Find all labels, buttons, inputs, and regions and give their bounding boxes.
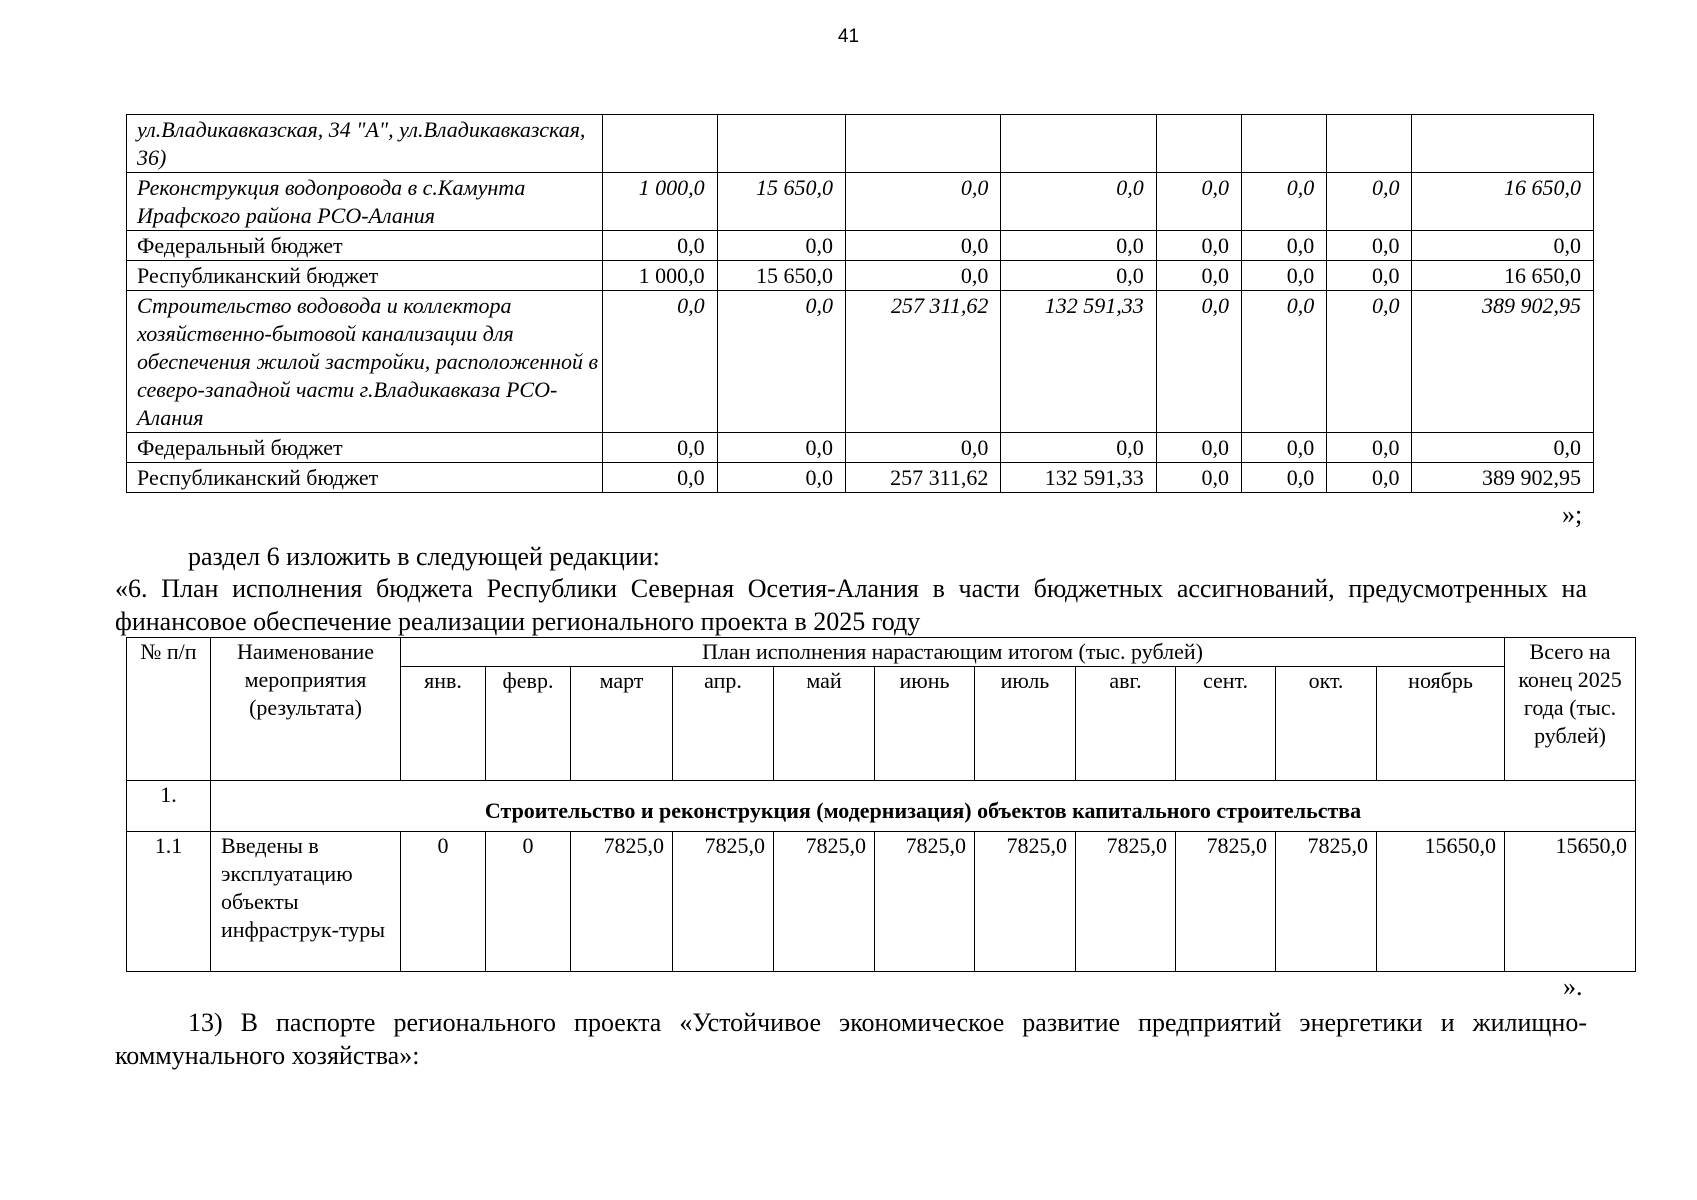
- budget-plan-table: [126, 637, 1636, 972]
- closing-quote: »;: [1562, 500, 1583, 529]
- row-label: Республиканский бюджет: [127, 463, 603, 493]
- value-cell: 0,0: [603, 463, 717, 493]
- row-label: ул.Владикавказская, 34 "А", ул.Владикавказская, 36): [127, 115, 603, 173]
- month-header: февр.: [486, 667, 571, 781]
- section-title: «6. План исполнения бюджета Республики Северная Осетия-Алания в части бюджетных ассигнований, предусмотренных на финансовое обеспечение реализации регионального проекта в 2025 году: [115, 574, 1587, 636]
- month-header: ноябрь: [1377, 667, 1505, 781]
- value-cell: 0,0: [845, 231, 1000, 261]
- value-cell: 0,0: [1156, 463, 1241, 493]
- section-num: 1.: [127, 781, 211, 832]
- month-value: 15650,0: [1377, 832, 1505, 972]
- month-header: окт.: [1276, 667, 1377, 781]
- closing-quote-2: ».: [1563, 972, 1583, 1001]
- value-cell: 0,0: [1242, 291, 1327, 433]
- value-cell: 0,0: [717, 463, 845, 493]
- value-cell: 0,0: [717, 433, 845, 463]
- month-value: 7825,0: [875, 832, 975, 972]
- month-value: 7825,0: [673, 832, 774, 972]
- month-header: май: [774, 667, 875, 781]
- value-cell: 0,0: [603, 231, 717, 261]
- value-cell: [1242, 115, 1327, 173]
- value-cell: [1412, 115, 1594, 173]
- value-cell: 0,0: [1327, 433, 1412, 463]
- value-cell: [1327, 115, 1412, 173]
- row-label: Федеральный бюджет: [127, 231, 603, 261]
- value-cell: [1001, 115, 1156, 173]
- value-cell: 0,0: [845, 173, 1000, 231]
- value-cell: 0,0: [1156, 433, 1241, 463]
- value-cell: 0,0: [1412, 433, 1594, 463]
- row-label: Строительство водовода и коллектора хозяйственно-бытовой канализации для обеспечения жилой застройки, расположенной в северо-западной части г.Владикавказа РСО-Алания: [127, 291, 603, 433]
- month-value: 0: [486, 832, 571, 972]
- value-cell: 16 650,0: [1412, 173, 1594, 231]
- value-cell: 132 591,33: [1001, 291, 1156, 433]
- value-cell: 15 650,0: [717, 173, 845, 231]
- month-value: 0: [401, 832, 486, 972]
- month-header: янв.: [401, 667, 486, 781]
- value-cell: 0,0: [845, 261, 1000, 291]
- header-num: № п/п: [127, 638, 211, 781]
- month-header: сент.: [1176, 667, 1276, 781]
- value-cell: 0,0: [1327, 231, 1412, 261]
- value-cell: 257 311,62: [845, 463, 1000, 493]
- value-cell: 0,0: [1242, 231, 1327, 261]
- section-intro: раздел 6 изложить в следующей редакции:: [188, 542, 660, 571]
- value-cell: 0,0: [1327, 173, 1412, 231]
- value-cell: 0,0: [845, 433, 1000, 463]
- value-cell: 0,0: [1412, 231, 1594, 261]
- month-value: 7825,0: [774, 832, 875, 972]
- value-cell: 0,0: [1242, 463, 1327, 493]
- value-cell: 0,0: [717, 291, 845, 433]
- value-cell: 257 311,62: [845, 291, 1000, 433]
- value-cell: 0,0: [1001, 261, 1156, 291]
- total-value: 15650,0: [1505, 832, 1636, 972]
- value-cell: 132 591,33: [1001, 463, 1156, 493]
- value-cell: 0,0: [1156, 231, 1241, 261]
- value-cell: 0,0: [1242, 173, 1327, 231]
- table1-row: [127, 463, 1594, 493]
- value-cell: 389 902,95: [1412, 291, 1594, 433]
- month-header: июль: [975, 667, 1076, 781]
- value-cell: 15 650,0: [717, 261, 845, 291]
- table1-row: [127, 291, 1594, 433]
- table1-row: [127, 261, 1594, 291]
- section-row-title: Строительство и реконструкция (модернизация) объектов капитального строительства: [211, 781, 1636, 832]
- value-cell: 0,0: [1156, 173, 1241, 231]
- value-cell: 0,0: [603, 291, 717, 433]
- table1-row: [127, 115, 1594, 173]
- month-header: март: [571, 667, 673, 781]
- month-value: 7825,0: [1276, 832, 1377, 972]
- table1-row: [127, 231, 1594, 261]
- value-cell: 0,0: [1156, 261, 1241, 291]
- value-cell: 0,0: [603, 433, 717, 463]
- value-cell: 0,0: [1156, 291, 1241, 433]
- row-label: Реконструкция водопровода в с.Камунта Ирафского района РСО-Алания: [127, 173, 603, 231]
- value-cell: [1156, 115, 1241, 173]
- row-name: Введены в эксплуатацию объекты инфраструк-туры: [211, 832, 401, 972]
- header-name: Наименование мероприятия (результата): [211, 638, 401, 781]
- value-cell: 0,0: [1327, 463, 1412, 493]
- value-cell: 0,0: [1001, 173, 1156, 231]
- value-cell: 0,0: [1242, 261, 1327, 291]
- month-header: апр.: [673, 667, 774, 781]
- value-cell: 389 902,95: [1412, 463, 1594, 493]
- value-cell: [717, 115, 845, 173]
- month-value: 7825,0: [1076, 832, 1176, 972]
- paragraph-13: 13) В паспорте регионального проекта «Устойчивое экономическое развитие предприятий энергетики и жилищно-коммунального хозяйства»:: [115, 1008, 1587, 1070]
- table1-row: [127, 173, 1594, 231]
- month-value: 7825,0: [975, 832, 1076, 972]
- month-header: июнь: [875, 667, 975, 781]
- value-cell: 0,0: [1242, 433, 1327, 463]
- table1-row: [127, 433, 1594, 463]
- value-cell: 0,0: [1327, 261, 1412, 291]
- page-number: 41: [837, 26, 860, 47]
- value-cell: 0,0: [717, 231, 845, 261]
- row-num: 1.1: [127, 832, 211, 972]
- row-label: Федеральный бюджет: [127, 433, 603, 463]
- value-cell: 0,0: [1327, 291, 1412, 433]
- funding-table-continuation: [126, 114, 1594, 493]
- month-header: авг.: [1076, 667, 1176, 781]
- value-cell: 0,0: [1001, 433, 1156, 463]
- row-label: Республиканский бюджет: [127, 261, 603, 291]
- value-cell: 1 000,0: [603, 173, 717, 231]
- value-cell: [603, 115, 717, 173]
- value-cell: 16 650,0: [1412, 261, 1594, 291]
- header-total: Всего на конец 2025 года (тыс. рублей): [1505, 638, 1636, 781]
- month-value: 7825,0: [1176, 832, 1276, 972]
- value-cell: 0,0: [1001, 231, 1156, 261]
- month-value: 7825,0: [571, 832, 673, 972]
- value-cell: [845, 115, 1000, 173]
- value-cell: 1 000,0: [603, 261, 717, 291]
- header-plan: План исполнения нарастающим итогом (тыс. рублей): [401, 638, 1505, 667]
